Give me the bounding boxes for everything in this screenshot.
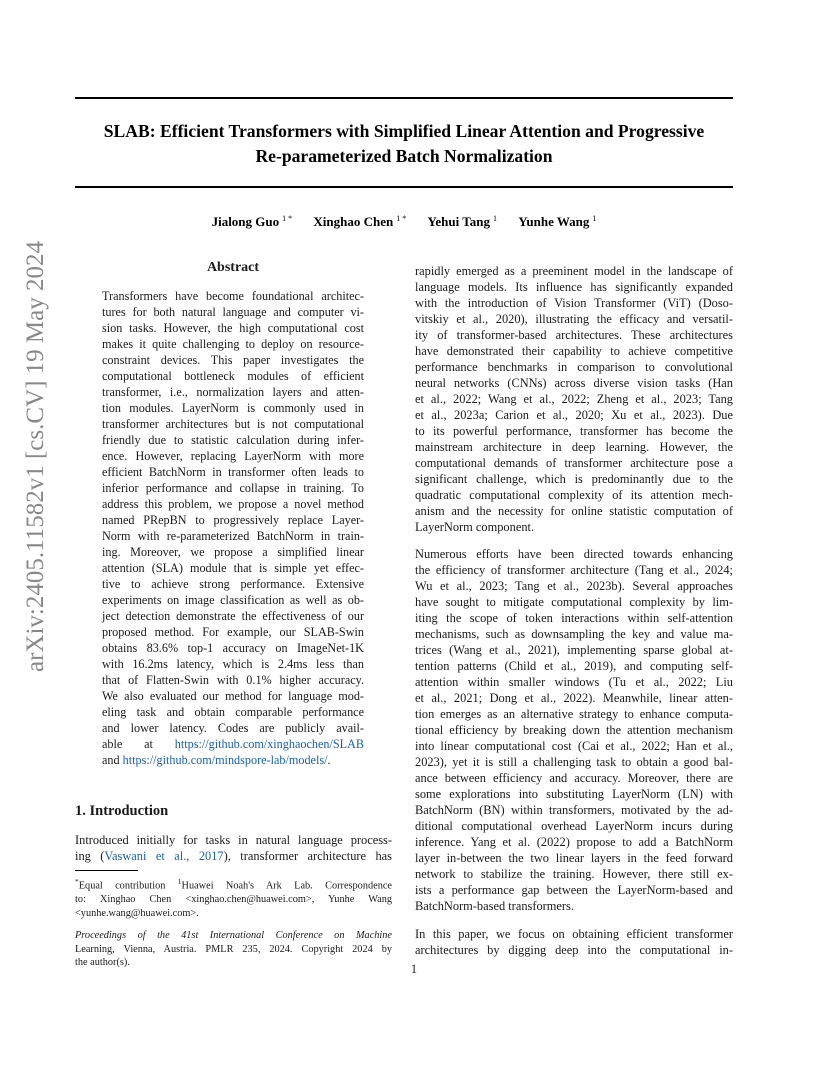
abstract-line: tures for both natural language and computer vi- (102, 305, 364, 319)
footnote (75, 875, 392, 920)
body-line: Wu et al., 2023; Tang et al., 2023b). Several approaches (415, 579, 733, 593)
footnote-text: Equal contribution (78, 880, 166, 892)
author-affil: 1 (592, 214, 597, 223)
abstract-line: Norm with re-parameterized BatchNorm in train- (102, 529, 364, 543)
abstract-and: and (102, 753, 120, 767)
body-line: tional efficiency by breaking down the attention mechanism (415, 723, 733, 737)
abstract-line: attention (SLA) module that is simple yet effec- (102, 561, 364, 575)
body-line: LayerNorm component. (415, 520, 535, 534)
body-line: ity of transformer-based architectures. These architectures (415, 328, 733, 342)
proceedings-line: the author(s). (75, 957, 130, 969)
abstract-line: inferior performance and collapse in training. To (102, 481, 364, 495)
abstract-line: transformer, i.e., normalization layers and atten- (102, 385, 364, 399)
footnote-line: to: Xinghao Chen <xinghao.chen@huawei.com>, Yunhe Wang (75, 894, 392, 906)
proceedings-line: Proceedings of the 41st International Conference on Machine (75, 930, 392, 941)
body-line: performance benchmarks in comparison to convolutional (415, 360, 733, 374)
body-line: vitskiy et al., 2020), illustrating the efficacy and versatil- (415, 312, 733, 326)
author-4 (518, 214, 596, 229)
abstract-line: ing. Moreover, we propose a simplified linear (102, 545, 364, 559)
intro-line: Introduced initially for tasks in natural language process- (75, 833, 392, 847)
abstract-line: efficient BatchNorm in transformer often leads to (102, 465, 364, 479)
abstract-line: We also evaluated our method for language mod- (102, 689, 364, 703)
abstract-line: transformer architectures but is not computational (102, 417, 364, 431)
abstract-line: obtains 83.6% top-1 accuracy on ImageNet-1K (102, 641, 364, 655)
body-line: into linear computational cost (Cai et al., 2022; Han et al., (415, 739, 733, 753)
body-line: et al., 2023a; Carion et al., 2020; Xu et al., 2023). Due (415, 408, 733, 422)
author-1 (212, 214, 293, 229)
body-line: with the introduction of Vision Transformer (ViT) (Doso- (415, 296, 733, 310)
body-line: ance between efficiency and accuracy. Moreover, there are (415, 771, 733, 785)
abstract-body (102, 288, 364, 768)
body-line: computational demands of transformer architecture pose a (415, 456, 733, 470)
body-line: 2023), yet it is still a challenging task to obtain a good bal- (415, 755, 733, 769)
footnote-text: Huawei Noah's Ark Lab. Correspondence (181, 880, 392, 892)
abstract-line: computational bottleneck modules of efficient (102, 369, 364, 383)
page-number: 1 (410, 962, 418, 976)
author-2 (313, 214, 406, 229)
right-column-para-2 (415, 546, 733, 914)
arxiv-stamp: arXiv:2405.11582v1 [cs.CV] 19 May 2024 (22, 241, 49, 672)
author-3 (427, 214, 497, 229)
intro-line (75, 848, 392, 864)
abstract-line: constraint devices. This paper investigates the (102, 353, 364, 367)
body-line: ditional computational overhead LayerNorm incurs during (415, 819, 733, 833)
body-line: architectures by digging deep into the computational in- (415, 943, 733, 957)
abstract-line: ence. However, replacing LayerNorm with more (102, 449, 364, 463)
body-line: BatchNorm-based transformers. (415, 899, 574, 913)
body-line: ists a performance gap between the LayerNorm-based and (415, 883, 733, 897)
body-line: et al., 2022; Wang et al., 2022; Zheng et al., 2023; Tang (415, 392, 733, 406)
footnote-line: <yunhe.wang@huawei.com>. (75, 907, 199, 919)
introduction-heading: 1. Introduction (75, 803, 169, 819)
right-column-para-3 (415, 926, 733, 958)
footnote-rule (75, 870, 138, 871)
citation-link[interactable]: Vaswani et al., 2017 (104, 849, 224, 863)
body-line: et al., 2021; Dong et al., 2022). Meanwhile, linear atten- (415, 691, 733, 705)
body-line: language models. Its influence has significantly expanded (415, 280, 733, 294)
abstract-link-line (102, 736, 364, 752)
abstract-line: address this problem, we propose a novel method (102, 497, 364, 511)
title-line-1: SLAB: Efficient Transformers with Simplified Linear Attention and Progressive (103, 121, 705, 141)
abstract-line: proposed method. For example, our SLAB-Swin (102, 625, 364, 639)
body-line: attention within smaller windows (Tu et al., 2022; Liu (415, 675, 733, 689)
author-affil: 1 * (396, 214, 407, 223)
body-line: neural networks (CNNs) across diverse vision tasks (Han (415, 376, 733, 390)
abstract-link-line (102, 752, 364, 768)
body-line: network to stabilize the training. However, there still ex- (415, 867, 733, 881)
body-line: tention patterns (Child et al., 2019), and computing self- (415, 659, 733, 673)
body-line: tion emerges as an alternative strategy to enhance computa- (415, 707, 733, 721)
github-link-slab[interactable]: https://github.com/xinghaochen/SLAB (174, 737, 364, 751)
body-line: inference. Yang et al. (2022) propose to add a BatchNorm (415, 835, 733, 849)
body-line: layer in-between the two linear layers in the feed forward (415, 851, 733, 865)
intro-text: ing ( (75, 849, 105, 863)
abstract-line: experiments on image classification as well as ob- (102, 593, 364, 607)
body-line: to its powerful performance, transformer has become the (415, 424, 733, 438)
title-bottom-rule (75, 186, 733, 188)
author-list (75, 214, 733, 230)
body-line: quadratic computational complexity of its attention mech- (415, 488, 733, 502)
body-line: anism and the necessity for online statistic computation of (415, 504, 733, 518)
body-line: have demonstrated their capability to achieve competitive (415, 344, 733, 358)
abstract-line: tive to achieve strong performance. Extensive (102, 577, 364, 591)
body-line: rapidly emerged as a preeminent model in the landscape of (415, 264, 733, 278)
abstract-line: ject detection demonstrate the effectiveness of our (102, 609, 364, 623)
author-name: Yehui Tang (427, 214, 490, 230)
body-line: some explorations into substituting LayerNorm (LN) with (415, 787, 733, 801)
author-name: Yunhe Wang (518, 214, 590, 230)
right-column-para-1 (415, 263, 733, 535)
author-affil: 1 (492, 214, 497, 223)
footnote-line (75, 875, 392, 893)
intro-body (75, 832, 392, 864)
body-line: significant challenge, which is predominantly due to the (415, 472, 733, 486)
body-line: BatchNorm (BN) within transformers, motivated by the ad- (415, 803, 733, 817)
body-line: In this paper, we focus on obtaining efficient transformer (415, 927, 733, 941)
abstract-line: friendly due to statistic calculation during infer- (102, 433, 364, 447)
abstract-line: Transformers have become foundational architec- (102, 289, 364, 303)
body-line: mechanisms, such as downsampling the key and value ma- (415, 627, 733, 641)
abstract-link-prefix: able at (102, 737, 153, 751)
author-name: Jialong Guo (211, 214, 280, 230)
intro-text: ), transformer architecture has (223, 849, 392, 863)
body-line: trices (Wang et al., 2021), implementing sparse global at- (415, 643, 733, 657)
github-link-mindspore[interactable]: https://github.com/mindspore-lab/models/ (122, 753, 328, 767)
abstract-period: . (327, 753, 331, 767)
abstract-line: named PRepBN to progressively replace Layer- (102, 513, 364, 527)
abstract-line: eling task and obtain comparable performance (102, 705, 364, 719)
paper-title (75, 119, 733, 169)
author-name: Xinghao Chen (313, 214, 394, 230)
author-affil: 1 * (282, 214, 293, 223)
abstract-line: with 16.2ms latency, which is 2.4ms less than (102, 657, 364, 671)
footnote-mark: * (75, 877, 79, 886)
abstract-line: and lower latency. Codes are publicly avail- (102, 721, 364, 735)
body-line: have sought to mitigate computational complexity by lim- (415, 595, 733, 609)
abstract-heading: Abstract (206, 260, 260, 275)
abstract-line: sion tasks. However, the high computational cost (102, 321, 364, 335)
title-line-2: Re-parameterized Batch Normalization (255, 146, 553, 166)
abstract-line: that of Flatten-Swin with 0.1% higher accuracy. (102, 673, 364, 687)
footnote-mark: 1 (177, 877, 182, 886)
body-line: iting the scope of token interactions within self-attention (415, 611, 733, 625)
proceedings-line: Learning, Vienna, Austria. PMLR 235, 2024. Copyright 2024 by (75, 943, 392, 955)
title-top-rule (75, 97, 733, 99)
body-line: Numerous efforts have been directed towards enhancing (415, 547, 733, 561)
abstract-line: makes it quite challenging to deploy on resource- (102, 337, 364, 351)
body-line: mainstream architecture in deep learning. However, the (415, 440, 733, 454)
body-line: the efficiency of transformer architecture (Tang et al., 2024; (415, 563, 733, 577)
abstract-line: tion modules. LayerNorm is commonly used in (102, 401, 364, 415)
